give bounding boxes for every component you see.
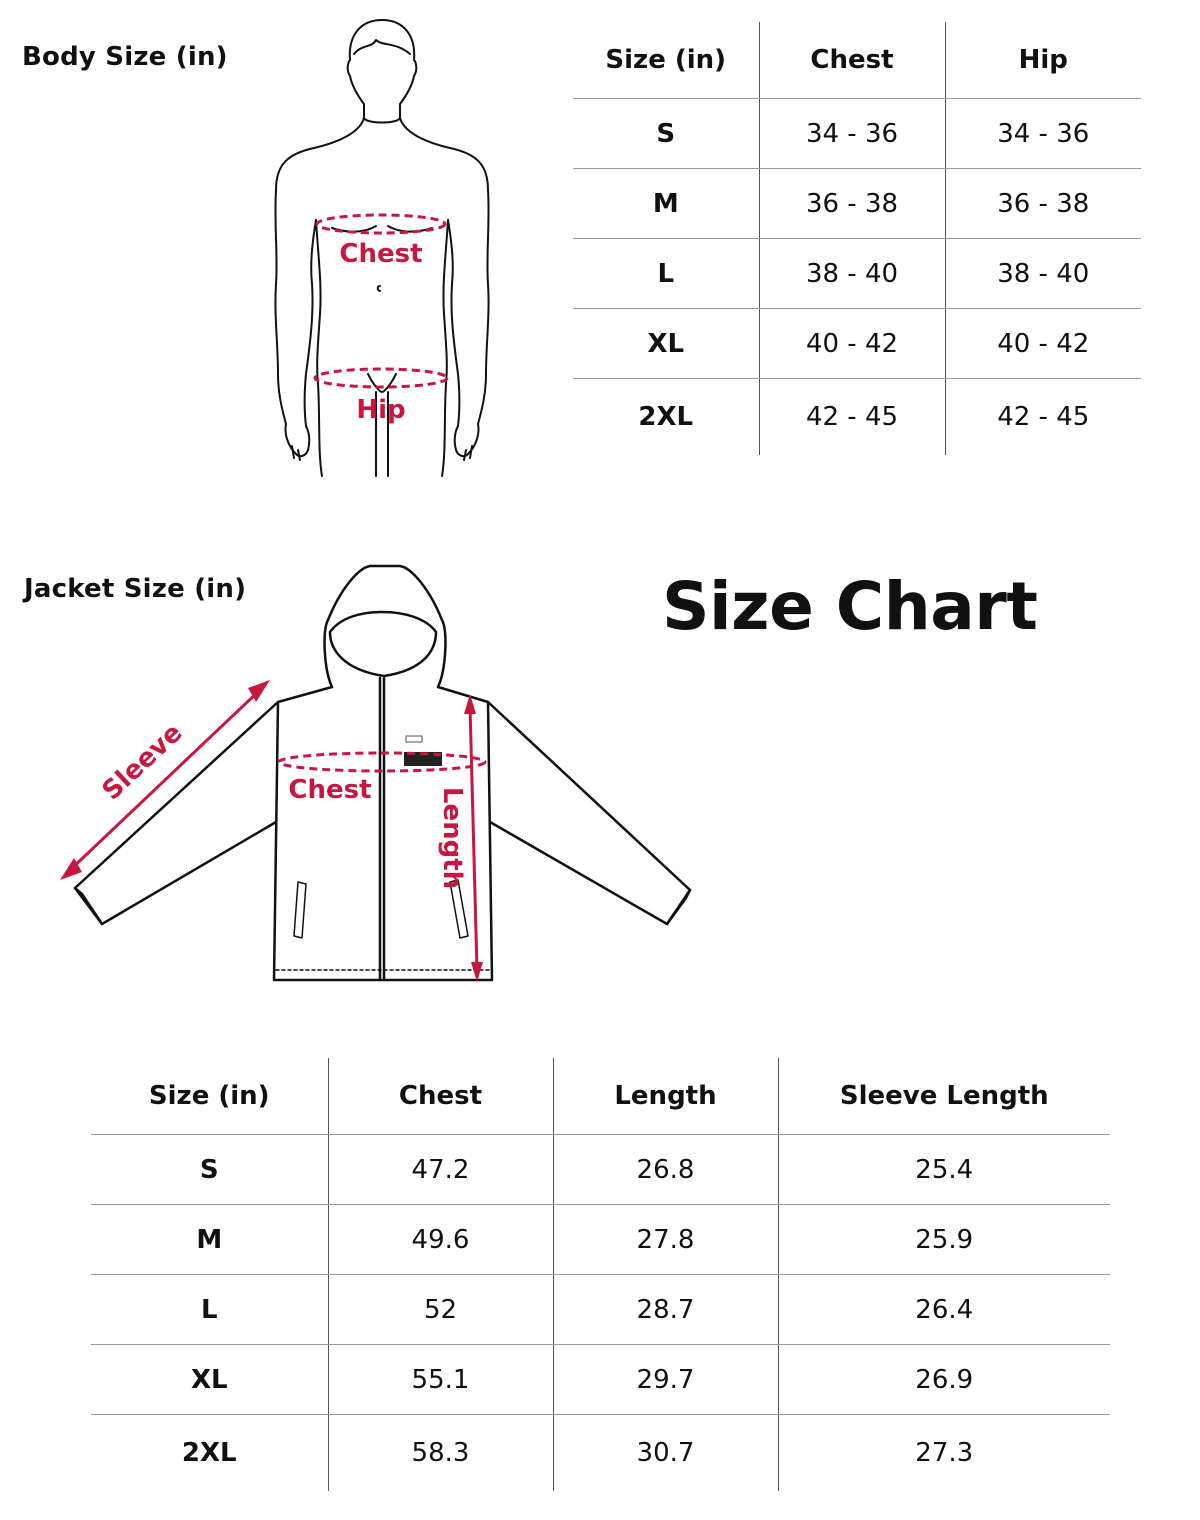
chest-cell: 38 - 40 [759, 239, 945, 309]
jacket-figure-illustration [40, 560, 720, 1000]
sleeve-length-cell: 26.9 [778, 1345, 1110, 1415]
body-figure-illustration [240, 14, 510, 484]
table-row [91, 1415, 1110, 1492]
length-cell: 26.8 [553, 1135, 778, 1205]
size-cell: 2XL [638, 402, 694, 432]
sleeve-length-cell: 27.3 [778, 1415, 1110, 1492]
table-row [573, 379, 1141, 456]
hip-cell: 42 - 45 [945, 379, 1141, 456]
header-size: Size (in) [91, 1058, 328, 1135]
body-size-label: Body Size (in) [22, 42, 228, 72]
header-chest: Chest [759, 22, 945, 99]
body-size-table [573, 22, 1141, 455]
chest-cell: 49.6 [328, 1205, 553, 1275]
size-cell: L [91, 1275, 328, 1345]
page-title: Size Chart [662, 568, 1038, 645]
table-row [91, 1135, 1110, 1205]
sleeve-length-cell: 25.9 [778, 1205, 1110, 1275]
header-size: Size (in) [573, 22, 759, 99]
chest-cell: 40 - 42 [759, 309, 945, 379]
table-header-row [91, 1058, 1110, 1135]
length-cell: 28.7 [553, 1275, 778, 1345]
body-hip-measure-label: Hip [356, 395, 406, 425]
table-row [573, 239, 1141, 309]
header-sleeve-length: Sleeve Length [778, 1058, 1110, 1135]
jacket-length-measure-label: Length [437, 786, 467, 890]
table-header-row [573, 22, 1141, 99]
chest-cell: 58.3 [328, 1415, 553, 1492]
length-cell: 30.7 [553, 1415, 778, 1492]
header-length: Length [553, 1058, 778, 1135]
sleeve-length-cell: 26.4 [778, 1275, 1110, 1345]
hip-cell: 36 - 38 [945, 169, 1141, 239]
size-cell: M [573, 169, 759, 239]
table-row [573, 169, 1141, 239]
table-row [91, 1275, 1110, 1345]
chest-cell: 52 [328, 1275, 553, 1345]
size-cell: XL [573, 309, 759, 379]
sleeve-length-cell: 25.4 [778, 1135, 1110, 1205]
jacket-size-table [91, 1058, 1110, 1491]
table-row [91, 1205, 1110, 1275]
jacket-chest-measure-label: Chest [288, 775, 372, 805]
table-row [573, 99, 1141, 169]
size-cell: XL [91, 1345, 328, 1415]
chest-cell: 42 - 45 [759, 379, 945, 456]
size-cell: L [573, 239, 759, 309]
table-row [573, 309, 1141, 379]
hip-cell: 40 - 42 [945, 309, 1141, 379]
length-cell: 29.7 [553, 1345, 778, 1415]
chest-cell: 47.2 [328, 1135, 553, 1205]
chest-cell: 55.1 [328, 1345, 553, 1415]
jacket-size-label: Jacket Size (in) [24, 574, 247, 604]
body-chest-measure-label: Chest [339, 239, 423, 269]
size-cell: 2XL [181, 1438, 237, 1468]
length-cell: 27.8 [553, 1205, 778, 1275]
header-chest: Chest [328, 1058, 553, 1135]
chest-cell: 36 - 38 [759, 169, 945, 239]
header-hip: Hip [945, 22, 1141, 99]
jacket-sleeve-measure-label: Sleeve [96, 717, 189, 807]
table-row [91, 1345, 1110, 1415]
hip-cell: 34 - 36 [945, 99, 1141, 169]
hip-cell: 38 - 40 [945, 239, 1141, 309]
chest-cell: 34 - 36 [759, 99, 945, 169]
size-cell: S [573, 99, 759, 169]
size-cell: S [91, 1135, 328, 1205]
size-cell: M [91, 1205, 328, 1275]
